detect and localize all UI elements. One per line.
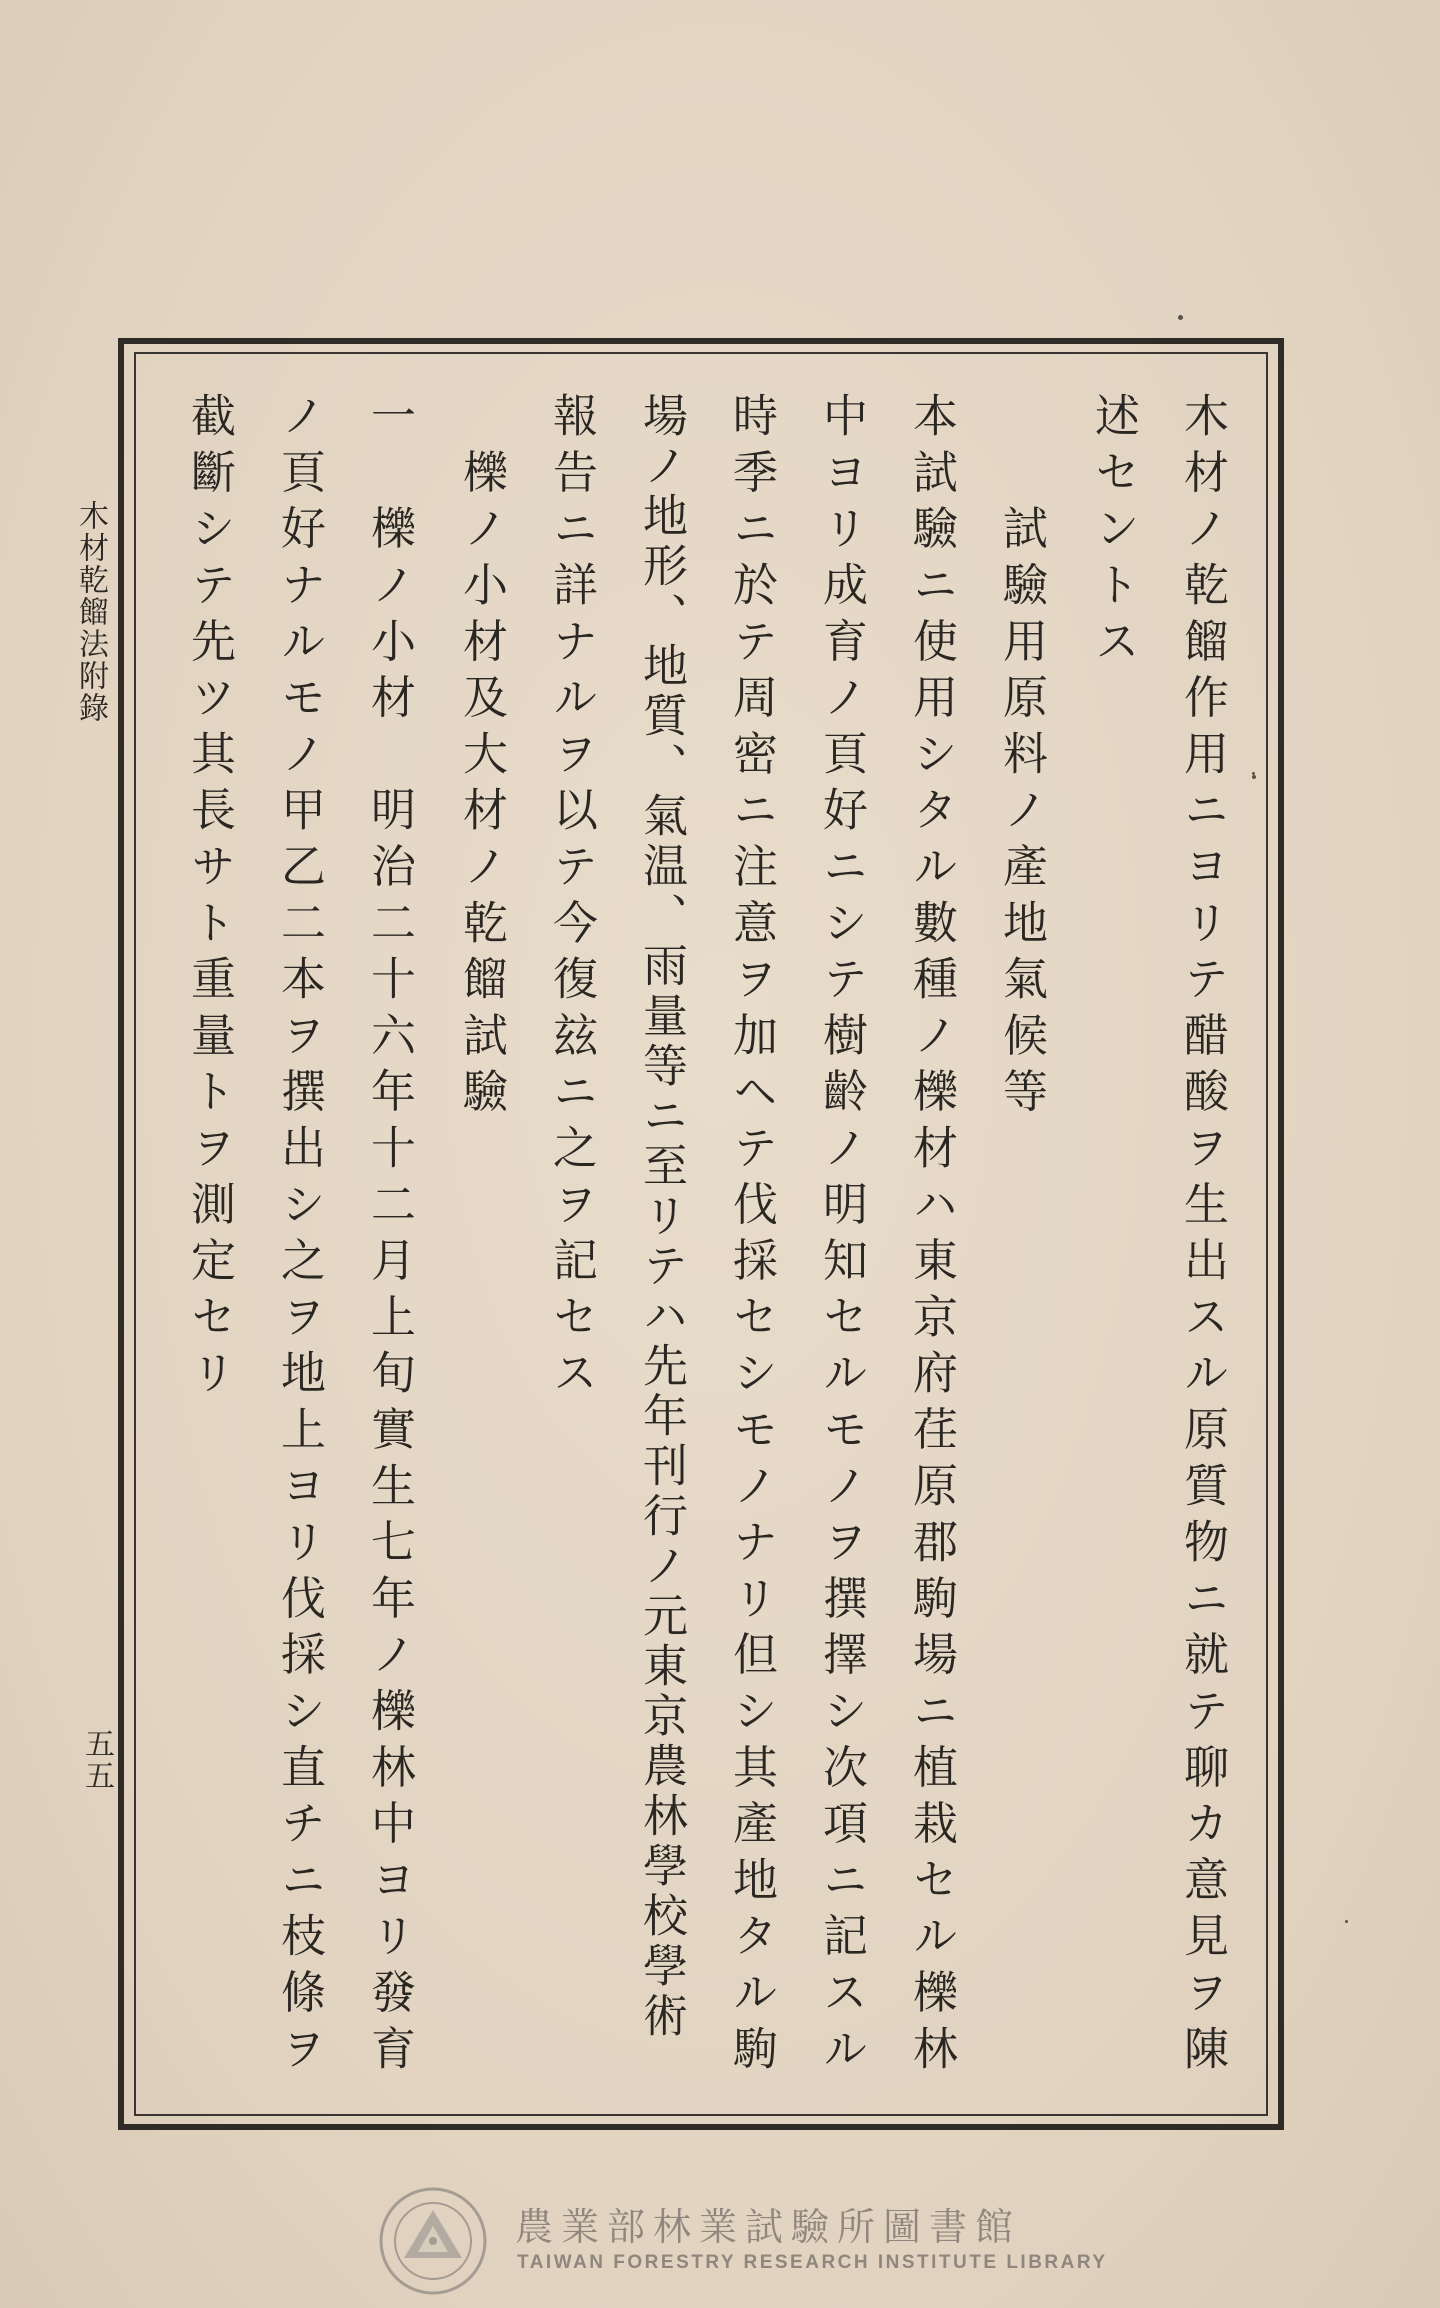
section-heading: 櫟ノ小材及大材ノ乾餾試驗 xyxy=(455,392,508,1124)
ink-speck xyxy=(1178,315,1183,320)
text-column: 截斷シテ先ツ其長サト重量トヲ測定セリ xyxy=(183,392,236,1406)
text-column: 中ヨリ成育ノ頁好ニシテ樹齡ノ明知セルモノヲ撰擇シ次項ニ記スル xyxy=(815,392,868,2081)
ink-speck xyxy=(1252,775,1256,779)
text-column: 報告ニ詳ナルヲ以テ今復玆ニ之ヲ記セス xyxy=(545,392,598,1406)
library-name-english: TAIWAN FORESTRY RESEARCH INSTITUTE LIBRARY xyxy=(517,2252,1108,2273)
text-column: 時季ニ於テ周密ニ注意ヲ加ヘテ伐採セシモノナリ但シ其產地タル駒 xyxy=(725,392,778,2081)
text-column: ノ頁好ナルモノ甲乙二本ヲ撰出シ之ヲ地上ヨリ伐採シ直チニ枝條ヲ xyxy=(273,392,326,2081)
page-number: 五五 xyxy=(79,1728,114,1792)
text-column: 一 櫟ノ小材 明治二十六年十二月上旬實生七年ノ櫟林中ヨリ發育 xyxy=(363,392,416,2081)
text-column: 本試驗ニ使用シタル數種ノ櫟材ハ東京府荏原郡駒場ニ植栽セル櫟林 xyxy=(905,392,958,2081)
section-heading: 試驗用原料ノ產地氣候等 xyxy=(995,392,1048,1124)
ink-speck xyxy=(1345,1920,1348,1923)
library-name-chinese: 農業部林業試驗所圖書館 xyxy=(515,2205,1022,2249)
text-column: 述セントス xyxy=(1087,392,1140,674)
library-seal-icon xyxy=(378,2186,488,2296)
text-column: 場ノ地形、地質、氣温、雨量等ニ至リテハ先年刊行ノ元東京農林學校學術 xyxy=(635,392,688,2042)
text-column: 木材ノ乾餾作用ニヨリテ醋酸ヲ生出スル原質物ニ就テ聊カ意見ヲ陳 xyxy=(1176,392,1229,2081)
running-head: 木材乾餾法附錄 xyxy=(73,500,108,724)
